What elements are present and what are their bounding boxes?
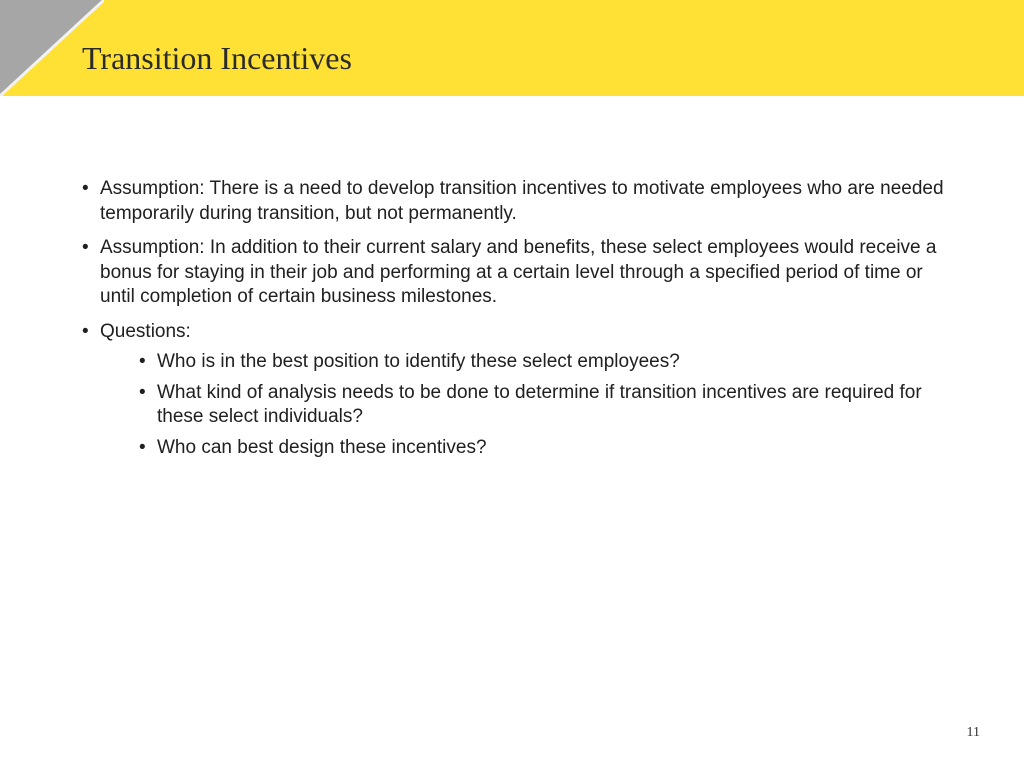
question-text: What kind of analysis needs to be done to determine if transition incentives are required for these select individuals? <box>157 381 922 427</box>
bullet-text: Questions: <box>100 320 191 342</box>
question-text: Who can best design these incentives? <box>157 436 487 458</box>
slide-title: Transition Incentives <box>82 40 352 76</box>
question-item <box>139 436 962 461</box>
page-number: 11 <box>966 725 980 740</box>
bullet-text: Assumption: There is a need to develop transition incentives to motivate employees who are needed temporarily during transition, but not permanently. <box>100 178 944 224</box>
question-item <box>139 350 962 375</box>
bullet-list <box>82 177 962 460</box>
bullet-item-assumption-temporary <box>82 177 962 226</box>
question-item <box>139 381 962 430</box>
bullet-item-assumption-bonus <box>82 236 962 310</box>
bullet-item-questions <box>82 320 962 461</box>
question-list <box>100 350 962 460</box>
slide-content <box>82 177 962 470</box>
question-text: Who is in the best position to identify these select employees? <box>157 351 680 372</box>
bullet-text: Assumption: In addition to their current salary and benefits, these select employees would receive a bonus for staying in their job and performing at a certain level through a specified period of time or until completion of certain business milestones. <box>100 237 937 307</box>
